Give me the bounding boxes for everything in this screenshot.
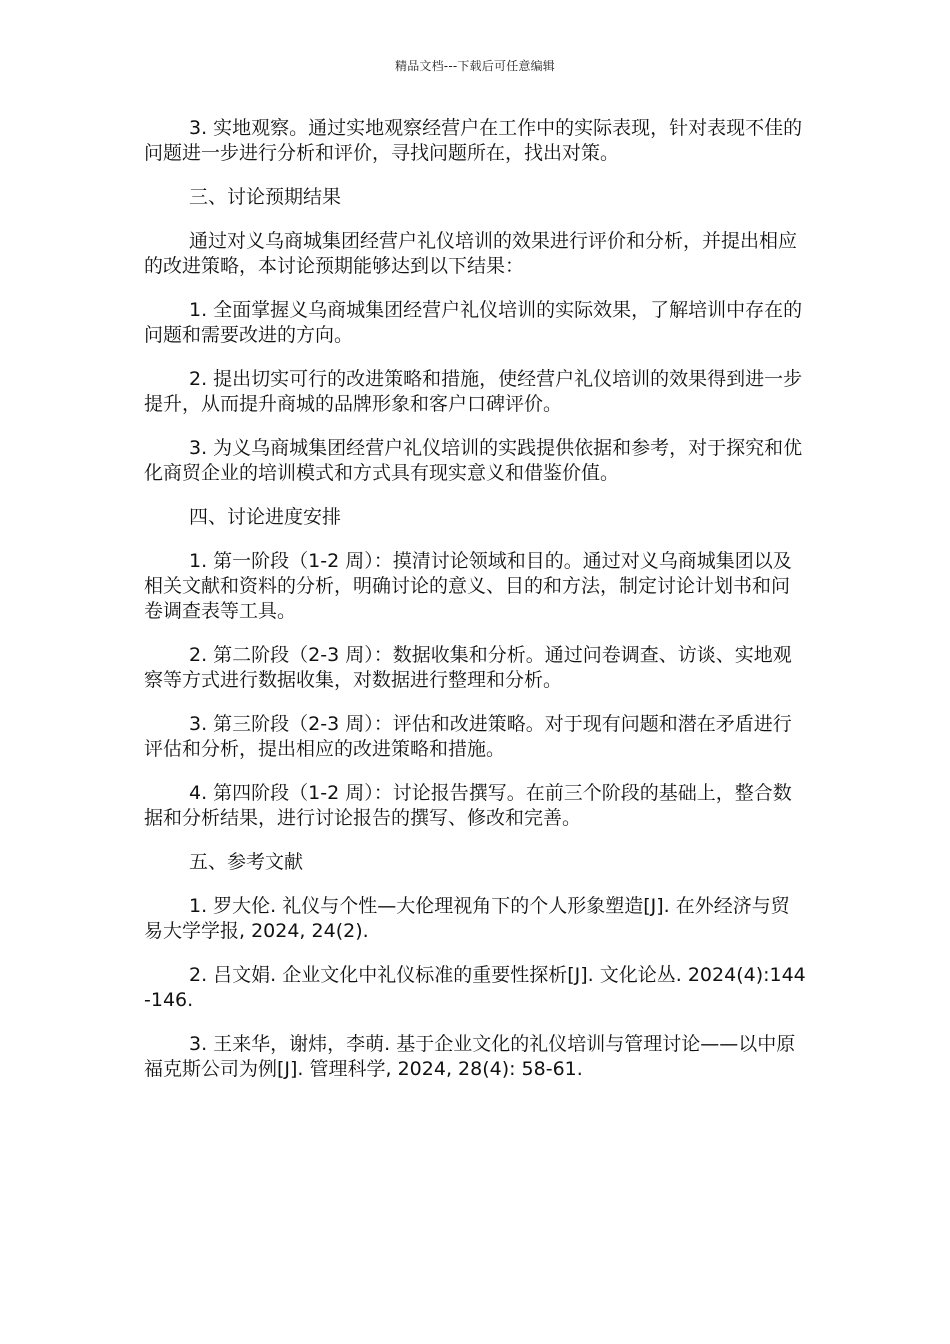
paragraph-result-2: 2. 提出切实可行的改进策略和措施，使经营户礼仪培训的效果得到进一步提升，从而提升商城的品牌形象和客户口碑评价。 [144,368,803,415]
reference-1: 1. 罗大伦. 礼仪与个性—大伦理视角下的个人形象塑造[J]. 在外经济与贸易大学学报, 2024, 24(2). [144,895,790,942]
document-body [144,116,808,1101]
paragraph-phase-1: 1. 第一阶段（1-2 周）：摸清讨论领域和目的。通过对义乌商城集团以及相关文献和资料的分析，明确讨论的意义、目的和方法，制定讨论计划书和问卷调查表等工具。 [144,550,792,622]
paragraph-results-intro: 通过对义乌商城集团经营户礼仪培训的效果进行评价和分析，并提出相应的改进策略，本讨论预期能够达到以下结果： [144,230,798,277]
reference-2: 2. 吕文娟. 企业文化中礼仪标准的重要性探析[J]. 文化论丛. 2024(4):144-146. [144,964,806,1011]
paragraph-result-1: 1. 全面掌握义乌商城集团经营户礼仪培训的实际效果，了解培训中存在的问题和需要改进的方向。 [144,299,803,346]
paragraph-method-observation: 3. 实地观察。通过实地观察经营户在工作中的实际表现，针对表现不佳的问题进一步进行分析和评价，寻找问题所在，找出对策。 [144,117,803,164]
page-header: 精品文档---下载后可任意编辑 [395,59,555,73]
reference-3: 3. 王来华，谢炜，李萌. 基于企业文化的礼仪培训与管理讨论——以中原福克斯公司为例[J]. 管理科学, 2024, 28(4): 58-61. [144,1033,796,1080]
paragraph-phase-4: 4. 第四阶段（1-2 周）：讨论报告撰写。在前三个阶段的基础上，整合数据和分析结果，进行讨论报告的撰写、修改和完善。 [144,782,792,829]
paragraph-result-3: 3. 为义乌商城集团经营户礼仪培训的实践提供依据和参考，对于探究和优化商贸企业的培训模式和方式具有现实意义和借鉴价值。 [144,437,803,484]
paragraph-phase-3: 3. 第三阶段（2-3 周）：评估和改进策略。对于现有问题和潜在矛盾进行评估和分析，提出相应的改进策略和措施。 [144,713,792,760]
section-heading-schedule: 四、讨论进度安排 [189,506,342,528]
section-heading-expected-results: 三、讨论预期结果 [189,186,342,208]
section-heading-references: 五、参考文献 [189,851,304,873]
paragraph-phase-2: 2. 第二阶段（2-3 周）：数据收集和分析。通过问卷调查、访谈、实地观察等方式进行数据收集，对数据进行整理和分析。 [144,644,792,691]
